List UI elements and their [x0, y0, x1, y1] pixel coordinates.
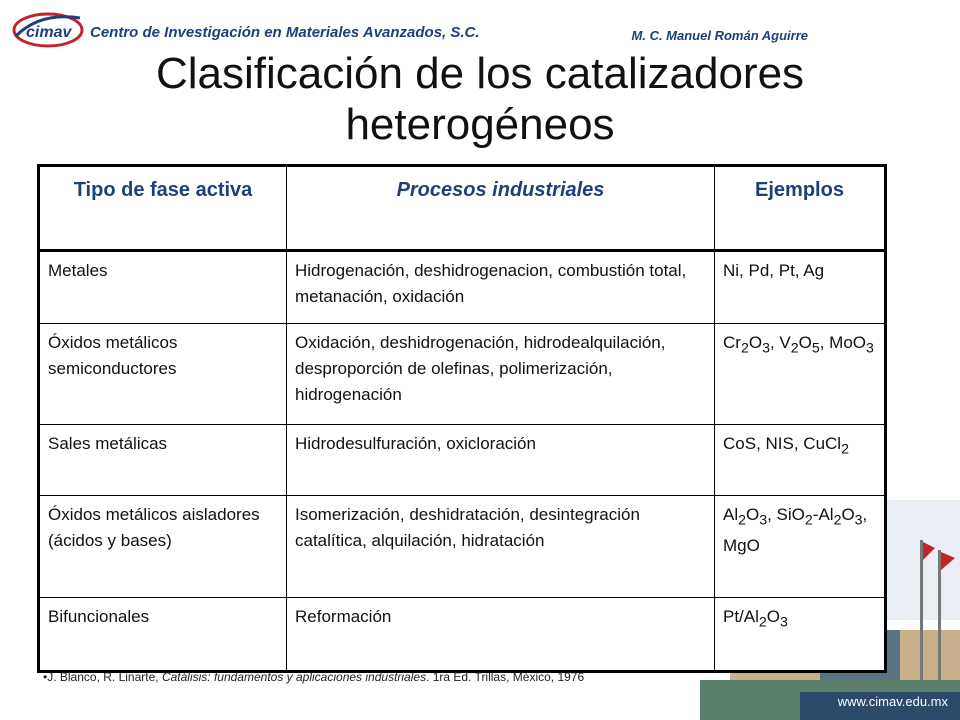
- table-row: [39, 425, 886, 496]
- table-row: [39, 324, 886, 425]
- cell-ejemplos: $Al_2O_3$, $SiO_2-Al_2O_3$, MgO: [715, 496, 886, 598]
- page-title-line2: heterogéneos: [345, 100, 615, 149]
- cell-procesos: Hidrogenación, deshidrogenacion, combustión total, metanación, oxidación: [287, 251, 715, 324]
- footnote-book-title: Catálisis: fundamentos y aplicaciones industriales: [161, 670, 427, 684]
- footnote-bullet: •: [43, 670, 48, 684]
- cell-tipo: Óxidos metálicos aisladores (ácidos y bases): [39, 496, 287, 598]
- cell-tipo: Óxidos metálicos semiconductores: [39, 324, 287, 425]
- author-name: M. C. Manuel Román Aguirre: [631, 28, 808, 43]
- table-row: [39, 496, 886, 598]
- cell-procesos: Hidrodesulfuración, oxicloración: [287, 425, 715, 496]
- col-header-procesos: Procesos industriales: [287, 166, 715, 251]
- footnote-authors: J. Blanco, R. Linarte,: [47, 670, 162, 684]
- table-row: [39, 251, 886, 324]
- cell-tipo: Bifuncionales: [39, 598, 287, 672]
- cell-tipo: Sales metálicas: [39, 425, 287, 496]
- cell-ejemplos: $Pt/Al_2O_3$: [715, 598, 886, 672]
- page-title-line1: Clasificación de los catalizadores: [155, 49, 805, 98]
- logo-text: cimav: [26, 24, 72, 41]
- cell-procesos: Reformación: [287, 598, 715, 672]
- reference-footnote: [43, 670, 584, 684]
- cell-ejemplos: CoS, NIS, CuCl$_2$: [715, 425, 886, 496]
- col-header-ejemplos: Ejemplos: [715, 166, 886, 251]
- table-row: [39, 598, 886, 672]
- header: [0, 0, 960, 50]
- cell-procesos: Oxidación, deshidrogenación, hidrodealquilación, desproporción de olefinas, polimerización, hidrogenación: [287, 324, 715, 425]
- col-header-tipo: Tipo de fase activa: [39, 166, 287, 251]
- cell-procesos: Isomerización, deshidratación, desintegración catalítica, alquilación, hidratación: [287, 496, 715, 598]
- cell-tipo: Metales: [39, 251, 287, 324]
- table-header-row: [39, 166, 886, 251]
- footnote-publisher: . 1ra Ed. Trillas, México, 1976: [426, 670, 585, 684]
- cell-ejemplos: Ni, Pd, Pt, Ag: [715, 251, 886, 324]
- cimav-logo: [10, 6, 90, 50]
- organization-name: Centro de Investigación en Materiales Avanzados, S.C.: [90, 24, 480, 41]
- catalyst-table: [37, 164, 887, 673]
- website-url[interactable]: www.cimav.edu.mx: [837, 694, 948, 709]
- cell-ejemplos: $Cr_2O_3$, $V_2O_5$, MoO$_3$: [715, 324, 886, 425]
